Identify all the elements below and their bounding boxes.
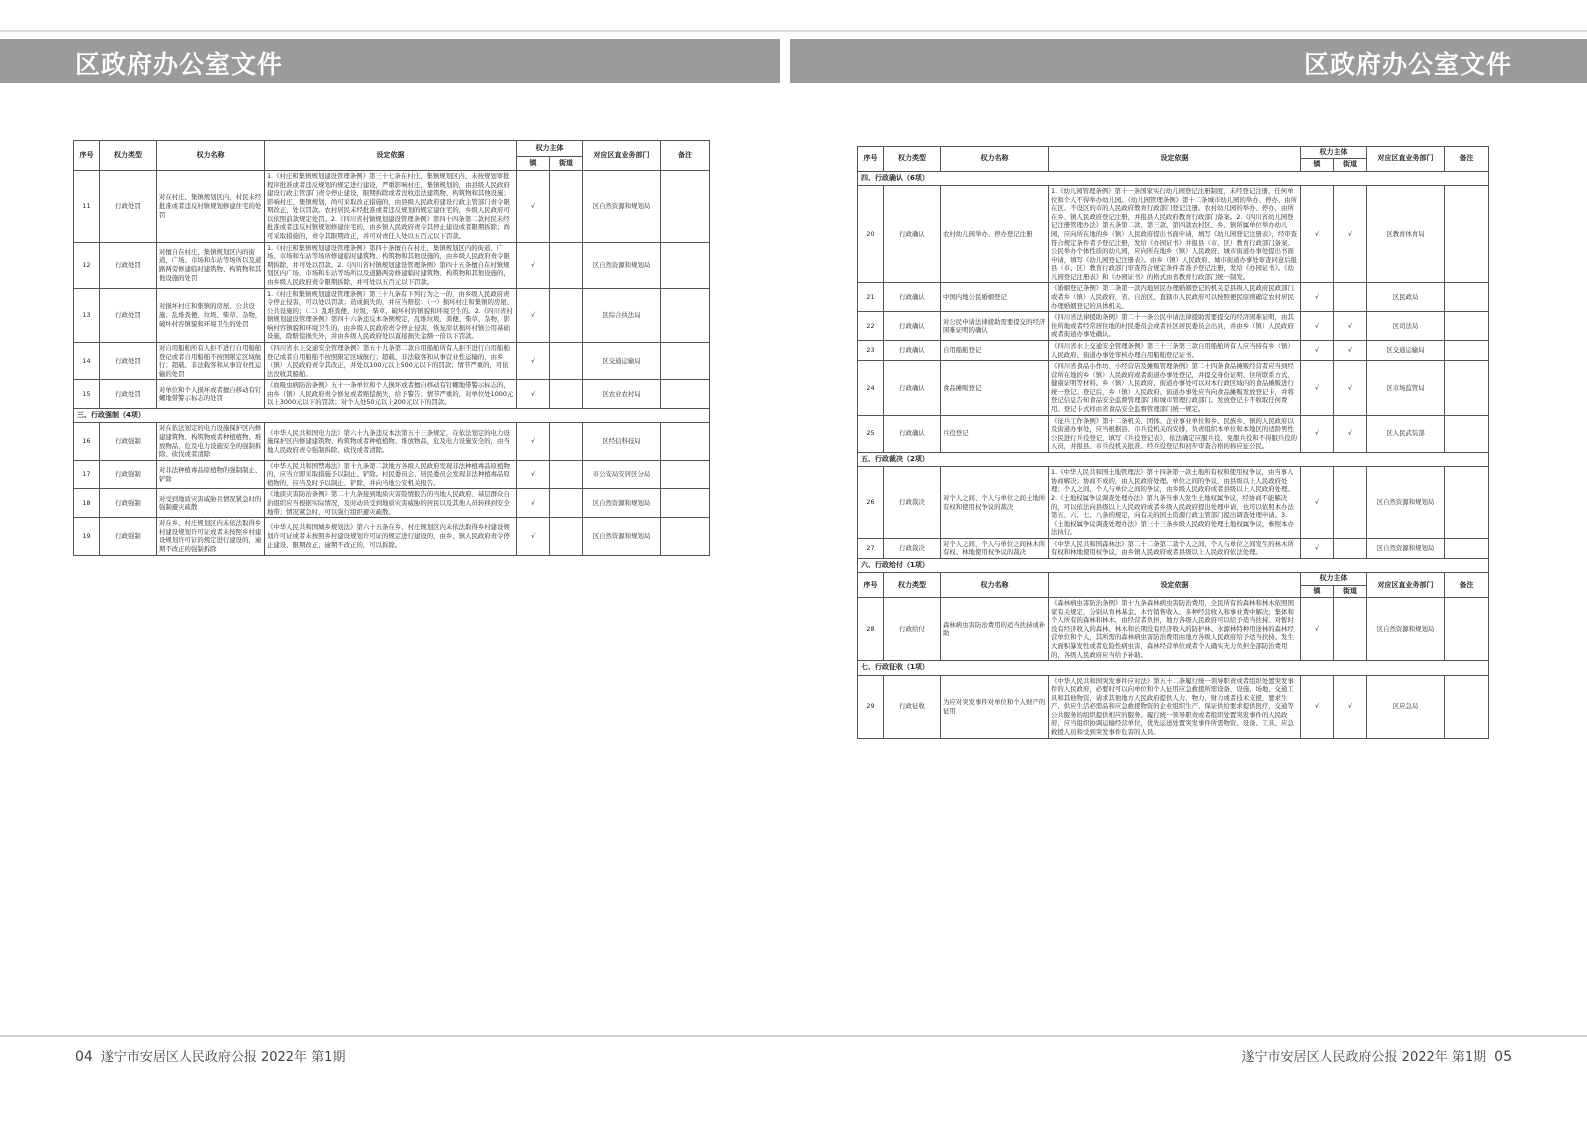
row-type: 行政确认 xyxy=(884,415,941,452)
table-row xyxy=(74,380,710,409)
row-basis: 《四川省水上交通安全管理条例》第五十九条第二款自用船舶所有人拒不进行自用船舶登记或者自用船舶不按照限定区域航行；超载、非法载客和从事营业性运输的，由乡（镇）人民政府责令其改正，并处以100元以上500元以下的罚款；情节严重的，可依法没收其船舶。 xyxy=(265,342,517,379)
row-town: √ xyxy=(517,489,550,518)
row-basis: 《婚姻登记条例》第二条第一款内地居民办理婚姻登记的机关是县级人民政府民政部门或者乡（镇）人民政府，省、自治区、直辖市人民政府可以按照便民原则确定农村居民办理婚姻登记的具体机关。 xyxy=(1049,283,1301,312)
row-power-name: 食品摊贩登记 xyxy=(941,361,1049,415)
row-street: √ xyxy=(1334,312,1367,341)
row-seq: 28 xyxy=(858,598,884,661)
row-town: √ xyxy=(1301,538,1334,558)
table-row xyxy=(74,518,710,555)
row-dept: 区自然资源和规划局 xyxy=(1367,467,1445,539)
row-remark xyxy=(1445,186,1489,283)
row-type: 行政强制 xyxy=(100,460,157,489)
section-heading: 六、行政给付（1项） xyxy=(858,559,1489,573)
left-table-body xyxy=(74,171,710,409)
row-street: √ xyxy=(1334,361,1367,415)
row-basis: 1.《村庄和集镇规划建设管理条例》第三十九条有下列行为之一的，由乡级人民政府责令停止侵害，可以处以罚款；造成损失的，并应当赔偿：（一）损坏村庄和集镇的房屋、公共设施的；（二）乱堆粪便、垃圾、柴草，破坏村容镇貌和环境卫生的。2.《四川省村镇规划建设管理条例》第四十六条违反本条例规定，乱堆垃圾、粪便、柴草、杂物，影响村容镇貌和环境卫生的，由乡级人民政府责令停止侵害，恢复原状损坏村镇公用基础设施，除赔偿损失外，并由乡级人民政府处以直接损失金额一倍以下罚款。 xyxy=(265,288,517,342)
row-power-name: 对损坏村庄和集镇的房屋、公共设施；乱堆粪便、垃圾、柴草、杂物，破坏村容镇貌和环境卫生的处罚 xyxy=(157,288,265,342)
col-remark: 备注 xyxy=(1445,147,1489,172)
right-table-body-1 xyxy=(858,186,1489,453)
row-power-name: 对在村庄、集镇规划区内，村民未经批准或者违反村镇规划修建住宅的处罚 xyxy=(157,171,265,243)
row-power-name: 农村幼儿园举办、停办登记注册 xyxy=(941,186,1049,283)
row-remark xyxy=(1445,340,1489,360)
row-seq: 22 xyxy=(858,312,884,341)
row-type: 行政确认 xyxy=(884,186,941,283)
row-street: √ xyxy=(1334,340,1367,360)
row-street xyxy=(1334,467,1367,539)
col-street: 街道 xyxy=(550,157,583,171)
row-basis: 《血吸虫病防治条例》五十一条单位和个人损坏或者擅自移动有钉螺地带警示标志的，由乡（镇）人民政府责令修复或者赔偿损失，给予警告；情节严重的，对单位处1000元以上3000元以下的罚款；对个人处50元以上200元以下的罚款。 xyxy=(265,380,517,409)
row-power-name: 对个人之间、个人与单位之间土地所有权和使用权争议的裁决 xyxy=(941,467,1049,539)
section-heading: 五、行政裁决（2项） xyxy=(858,452,1489,466)
row-power-name: 对个人之间、个人与单位之间林木所有权、林地使用权争议的裁决 xyxy=(941,538,1049,558)
row-seq: 14 xyxy=(74,342,100,379)
col-subject: 权力主体 xyxy=(1301,573,1367,585)
col-town: 镇 xyxy=(1301,585,1334,597)
row-type: 行政强制 xyxy=(100,489,157,518)
row-town: √ xyxy=(517,380,550,409)
row-street xyxy=(550,518,583,555)
row-remark xyxy=(1445,467,1489,539)
row-seq: 25 xyxy=(858,415,884,452)
row-basis: 1.《村庄和集镇规划建设管理条例》第三十七条在村庄、集镇规划区内，未按规划审批程序批准或者违反规划的规定进行建设，严重影响村庄、集镇规划的，由县级人民政府建设行政主管部门责令停止建设，限期拆除或者没收违法建筑物、构筑物和其他设施；影响村庄、集镇规划，尚可采取改正措施的，由县级人民政府建设行政主管部门责令限期改正，处以罚款。农村居民未经批准或者违反规划的规定建住宅的，乡级人民政府可以依照前款规定处罚。2.《四川省村镇规划建设管理条例》第四十四条第二款村民未经批准或者违反村镇规划修建住宅的，由乡镇人民政府责令其停止建设或者限期拆除；尚可采取措施的，责令其限期改正，并可对责任人处以五百元以下罚款。 xyxy=(265,171,517,243)
row-power-name: 对单位和个人损坏或者擅自移动有钉螺地带警示标志的处罚 xyxy=(157,380,265,409)
row-seq: 16 xyxy=(74,423,100,460)
row-power-name: 对自用船舶所有人拒不进行自用船舶登记或者自用船舶不按照限定区域航行；超载、非法载客和从事营业性运输的处罚 xyxy=(157,342,265,379)
right-page-number: 05 xyxy=(1494,1049,1512,1065)
row-basis: 《四川省水上交通安全管理条例》第三十三条第三款自用船舶所有人应当持有乡（镇）人民政府、街道办事处审核办理自用船舶登记证书。 xyxy=(1049,340,1301,360)
row-dept: 区自然资源和规划局 xyxy=(583,242,661,288)
row-type: 行政确认 xyxy=(884,361,941,415)
row-street xyxy=(1334,598,1367,661)
row-power-name: 兵役登记 xyxy=(941,415,1049,452)
row-dept: 市公安局安居区分局 xyxy=(583,460,661,489)
row-street xyxy=(550,288,583,342)
row-basis: 《四川省法律援助条例》第二十一条公民申请法律援助需要提交的经济困难证明，由其住所地或者经常居住地的村民委员会或者社区居民委员会出具，并由乡（镇）人民政府或者街道办事处确认。 xyxy=(1049,312,1301,341)
table-row xyxy=(858,361,1489,415)
row-power-name: 对非法种植毒品原植物的强制制止、铲除 xyxy=(157,460,265,489)
row-seq: 24 xyxy=(858,361,884,415)
row-type: 行政处罚 xyxy=(100,171,157,243)
row-remark xyxy=(1445,283,1489,312)
table-row xyxy=(74,342,710,379)
row-basis: 1.《中华人民共和国土地管理法》第十四条第一款土地所有权和使用权争议，由当事人协商解决；协商不成的，由人民政府处理。单位之间的争议，由县级以上人民政府处理；个人之间、个人与单位之间的争议，由乡级人民政府或者县级以上人民政府处理。2.《土地权属争议调查处理办法》第九条当事人发生土地权属争议，经协商不能解决的，可以依法向县级以上人民政府或者乡级人民政府提出处理申请，也可以依照本办法第五、六、七、八条的规定，向有关的国土资源行政主管部门提出调查处理申请。3.《土地权属争议调查处理办法》第三十三条乡级人民政府处理土地权属争议，参照本办法执行。 xyxy=(1049,467,1301,539)
row-power-name: 对在乡、村庄规划区内未依法取得乡村建设规划许可证或者未按照乡村建设规划许可证的规定进行建设的，逾期不改正的强制拆除 xyxy=(157,518,265,555)
row-town: √ xyxy=(517,171,550,243)
row-basis: 《森林病虫害防治条例》第十九条森林病虫害防治费用，全民所有的森林和林木依照国家有关规定，分别从育林基金、木竹销售收入、多种经营收入和事业费中解决；集体和个人所有的森林和林木，由经营者负担，地方各级人民政府可以给予适当扶持。对暂时没有经济收入的森林、林木和长期没有经济收入的防护林、水源林特种用途林的森林经营单位和个人，其所需的森林病虫害防治费用由地方各级人民政府给予适当扶持。发生大面积暴发性或者危险性病虫害，森林经营单位或者个人确实无力负担全部防治费用的，各级人民政府应当给予补助。 xyxy=(1049,598,1301,661)
row-street xyxy=(550,489,583,518)
left-footer xyxy=(75,1046,345,1065)
table-row xyxy=(858,312,1489,341)
row-dept: 区综合执法局 xyxy=(583,288,661,342)
row-dept: 区司法局 xyxy=(1367,312,1445,341)
table-row xyxy=(858,340,1489,360)
col-street: 街道 xyxy=(1334,585,1367,597)
row-power-name: 对公民申请法律援助需要提交的经济困难证明的确认 xyxy=(941,312,1049,341)
row-seq: 18 xyxy=(74,489,100,518)
row-town: √ xyxy=(1301,361,1334,415)
col-town: 镇 xyxy=(517,157,550,171)
right-table-body-3 xyxy=(858,598,1489,661)
row-basis: 《中华人民共和国电力法》第六十九条违反本法第五十三条规定，在依法划定的电力设施保护区内修建建筑物、构筑物或者种植植物、堆放物品，危及电力设施安全的，由当地人民政府责令强制拆除、砍伐或者清除。 xyxy=(265,423,517,460)
table-row xyxy=(858,675,1489,738)
row-town: √ xyxy=(1301,186,1334,283)
row-town: √ xyxy=(517,460,550,489)
col-basis: 设定依据 xyxy=(1049,147,1301,172)
row-power-name: 对受到地质灾害威胁且情况紧急时的强制避灾疏散 xyxy=(157,489,265,518)
table-row xyxy=(74,460,710,489)
row-town: √ xyxy=(1301,675,1334,738)
row-town: √ xyxy=(1301,340,1334,360)
row-remark xyxy=(1445,361,1489,415)
row-dept: 区交通运输局 xyxy=(1367,340,1445,360)
row-dept: 区交通运输局 xyxy=(583,342,661,379)
table-row xyxy=(858,186,1489,283)
row-type: 行政强制 xyxy=(100,518,157,555)
row-town: √ xyxy=(517,518,550,555)
row-basis: 《中华人民共和国突发事件应对法》第五十二条履行统一领导职责或者组织处置突发事件的人民政府，必要时可以向单位和个人征用应急救援所需设备、设施、场地、交通工具和其他物资，请求其他地方人民政府提供人力、物力、财力或者技术支援，要求生产、供应生活必需品和应急救援物资的企业组织生产、保证供给要求提供医疗、交通等公共服务的组织提供相应的服务。履行统一领导职责或者组织处置突发事件的人民政府，应当组织协调运输经营单位，优先运送处置突发事件所需物资、设备、工具、应急救援人员和受到突发事件危害的人员。 xyxy=(1049,675,1301,738)
row-remark xyxy=(661,342,710,379)
row-remark xyxy=(1445,312,1489,341)
col-basis: 设定依据 xyxy=(265,141,517,171)
row-basis: 《征兵工作条例》第十二条机关、团体、企业事业单位和乡、民族乡、镇的人民政府以及街道办事处，应当根据县、市兵役机关的安排，负责组织本单位和本地区的适龄男性公民进行兵役登记，填写《兵役登记表》，依法确定应服兵役、免服兵役和不得服兵役的人员，并报县、市兵役机关批准。经兵役登记和初步审查合格的称应征公民。 xyxy=(1049,415,1301,452)
row-dept: 区市场监管局 xyxy=(1367,361,1445,415)
row-type: 行政确认 xyxy=(884,312,941,341)
row-power-name: 对擅自在村庄、集镇规划区内的街道、广场、市场和车站等场所以及道路两旁修建临时建筑物、构筑物和其他设施的处罚 xyxy=(157,242,265,288)
col-basis: 设定依据 xyxy=(1049,573,1301,598)
row-type: 行政征收 xyxy=(884,675,941,738)
row-street xyxy=(550,342,583,379)
section-heading: 七、行政征收（1项） xyxy=(858,661,1489,675)
row-basis: 《四川省食品小作坊、小经营店及摊贩管理条例》第二十四条食品摊贩经营者应当到经营所在地的乡（镇）人民政府或者街道办事处登记，并提交身份证明、住所联系方式、健康证明等材料。乡（镇）人民政府、街道办事处可以对本行政区域内的食品摊贩进行统一登记。登记后，乡（镇）人民政府、街道办事处应当向食品摊贩发放登记卡，并将登记信息告知食品安全监督管理部门和城市管理行政部门。发放登记卡不收取任何费用。登记卡式样由省食品安全监督管理部门统一规定。 xyxy=(1049,361,1301,415)
row-seq: 29 xyxy=(858,675,884,738)
row-seq: 19 xyxy=(74,518,100,555)
row-town: √ xyxy=(1301,312,1334,341)
col-seq: 序号 xyxy=(74,141,100,171)
row-remark xyxy=(661,171,710,243)
col-type: 权力类型 xyxy=(884,573,941,598)
row-seq: 23 xyxy=(858,340,884,360)
row-dept: 区人民武装部 xyxy=(1367,415,1445,452)
row-town: √ xyxy=(517,423,550,460)
left-table-body-2 xyxy=(74,423,710,555)
right-footer xyxy=(1242,1046,1512,1065)
row-seq: 21 xyxy=(858,283,884,312)
col-subject: 权力主体 xyxy=(517,141,583,157)
right-table-body-2 xyxy=(858,467,1489,559)
row-dept: 区自然资源和规划局 xyxy=(1367,598,1445,661)
row-type: 行政裁决 xyxy=(884,538,941,558)
table-row xyxy=(858,538,1489,558)
row-seq: 11 xyxy=(74,171,100,243)
row-town: √ xyxy=(1301,467,1334,539)
col-remark: 备注 xyxy=(661,141,710,171)
row-power-name: 自用船舶登记 xyxy=(941,340,1049,360)
col-dept: 对应区直业务部门 xyxy=(1367,573,1445,598)
col-name: 权力名称 xyxy=(941,573,1049,598)
left-page-table xyxy=(73,140,709,556)
left-banner-title: 区政府办公室文件 xyxy=(75,50,284,79)
row-seq: 13 xyxy=(74,288,100,342)
row-seq: 17 xyxy=(74,460,100,489)
row-dept: 区自然资源和规划局 xyxy=(1367,538,1445,558)
col-seq: 序号 xyxy=(858,573,884,598)
row-basis: 1.《幼儿园管理条例》第十一条国家实行幼儿园登记注册制度，未经登记注册，任何单位和个人不得举办幼儿园。《幼儿园管理条例》第十二条城市幼儿园的举办、停办、由所在区、不设区的市的人民政府教育行政部门登记注册。农村幼儿园的举办、停办，由所在乡、镇人民政府登记注册，并报县人民政府教育行政部门备案。2.《四川省幼儿园登记注册管理办法》第五条第二款、第三款、第四款农村区、乡、镇所属单位举办幼儿园，应向所在地的乡（镇）人民政府提出书面申请，填写《幼儿园登记注册表》，经审查符合规定条件者予登记注册，发给《办园证书》并报县（市、区）教育行政部门备案。公民举办个体性质的幼儿园，应向所在地乡（镇）人民政府、城市街道办事处提出书面申请，填写《幼儿园登记注册表》。由乡（镇）人民政府、城市街道办事处审查同意后报县（市、区）教育行政部门审查符合规定条件者准予登记注册，发给《办园证书》。《幼儿园登记注册表》和《办园证书》的格式由省教育行政部门统一制发。 xyxy=(1049,186,1301,283)
row-type: 行政裁决 xyxy=(884,467,941,539)
row-dept: 区自然资源和规划局 xyxy=(583,518,661,555)
top-rule xyxy=(0,30,1587,32)
row-remark xyxy=(661,423,710,460)
row-town: √ xyxy=(517,288,550,342)
row-street xyxy=(1334,538,1367,558)
table-row xyxy=(858,467,1489,539)
col-type: 权力类型 xyxy=(100,141,157,171)
row-type: 行政处罚 xyxy=(100,288,157,342)
row-dept: 区自然资源和规划局 xyxy=(583,489,661,518)
row-power-name: 对在依法划定的电力设施保护区内修建建筑物、构筑物或者种植植物、堆放物品，危及电力设施安全的强制拆除、砍伐或者清除 xyxy=(157,423,265,460)
table-row xyxy=(74,242,710,288)
row-type: 行政处罚 xyxy=(100,242,157,288)
row-basis: 1.《村庄和集镇规划建设管理条例》第四十条擅自在村庄、集镇规划区内的街道、广场、市场和车站等场所修建临时建筑物、构筑物和其他设施的，由乡级人民政府责令限期拆除，并可处以罚款。2.《四川省村镇规划建设管理条例》第四十五条擅自在村镇规划区内广场、市场和车站等场所以及道路两旁修建临时建筑物、构筑物和其他设施的，由乡级人民政府责令限期拆除，并可处以五百元以下罚款。 xyxy=(265,242,517,288)
row-dept: 区民政局 xyxy=(1367,283,1445,312)
row-seq: 20 xyxy=(858,186,884,283)
table-row xyxy=(74,171,710,243)
row-type: 行政强制 xyxy=(100,423,157,460)
row-dept: 区应急局 xyxy=(1367,675,1445,738)
right-banner-title: 区政府办公室文件 xyxy=(1303,50,1512,79)
col-seq: 序号 xyxy=(858,147,884,172)
row-town: √ xyxy=(517,242,550,288)
row-dept: 区经信科技局 xyxy=(583,423,661,460)
col-town: 镇 xyxy=(1301,159,1334,171)
row-street xyxy=(550,380,583,409)
row-street xyxy=(550,242,583,288)
row-street xyxy=(1334,283,1367,312)
col-street: 街道 xyxy=(1334,159,1367,171)
row-town: √ xyxy=(1301,415,1334,452)
row-street: √ xyxy=(1334,675,1367,738)
left-page-number: 04 xyxy=(75,1049,93,1065)
table-row xyxy=(858,283,1489,312)
row-dept: 区农业农村局 xyxy=(583,380,661,409)
col-subject: 权力主体 xyxy=(1301,147,1367,159)
row-seq: 15 xyxy=(74,380,100,409)
col-remark: 备注 xyxy=(1445,573,1489,598)
row-remark xyxy=(661,518,710,555)
row-remark xyxy=(661,380,710,409)
right-page-table xyxy=(857,146,1488,739)
row-type: 行政确认 xyxy=(884,283,941,312)
row-street xyxy=(550,423,583,460)
row-type: 行政处罚 xyxy=(100,380,157,409)
col-name: 权力名称 xyxy=(941,147,1049,172)
row-type: 行政处罚 xyxy=(100,342,157,379)
section-heading: 三、行政强制（4项） xyxy=(74,409,710,423)
right-table-body-4 xyxy=(858,675,1489,738)
col-dept: 对应区直业务部门 xyxy=(1367,147,1445,172)
row-street: √ xyxy=(1334,415,1367,452)
table-row xyxy=(858,415,1489,452)
row-seq: 27 xyxy=(858,538,884,558)
row-street: √ xyxy=(1334,186,1367,283)
row-seq: 26 xyxy=(858,467,884,539)
row-type: 行政给付 xyxy=(884,598,941,661)
table-row xyxy=(858,598,1489,661)
row-town: √ xyxy=(1301,283,1334,312)
row-town: √ xyxy=(1301,598,1334,661)
row-type: 行政确认 xyxy=(884,340,941,360)
table-row xyxy=(74,288,710,342)
row-seq: 12 xyxy=(74,242,100,288)
row-dept: 区自然资源和规划局 xyxy=(583,171,661,243)
right-footer-text: 遂宁市安居区人民政府公报 2022年 第1期 xyxy=(1241,1050,1487,1065)
row-remark xyxy=(661,460,710,489)
row-power-name: 为应对突发事件对单位和个人财产的征用 xyxy=(941,675,1049,738)
table-row xyxy=(74,489,710,518)
row-basis: 《中华人民共和国禁毒法》第十九条第二款地方各级人民政府发现非法种植毒品原植物的，应当立即采取措施予以制止、铲除。村民委员会、居民委员会发现非法种植毒品原植物的，应当及时予以制止、铲除，并向当地公安机关报告。 xyxy=(265,460,517,489)
section-heading: 四、行政确认（6项） xyxy=(858,171,1489,185)
col-name: 权力名称 xyxy=(157,141,265,171)
left-footer-text: 遂宁市安居区人民政府公报 2022年 第1期 xyxy=(100,1050,346,1065)
row-town: √ xyxy=(517,342,550,379)
row-basis: 《中华人民共和国森林法》第二十二条第二款个人之间、个人与单位之间发生的林木所有权和林地使用权争议，由乡镇人民政府或者县级以上人民政府依法处理。 xyxy=(1049,538,1301,558)
row-remark xyxy=(1445,538,1489,558)
table-row xyxy=(74,423,710,460)
row-remark xyxy=(1445,598,1489,661)
row-basis: 《中华人民共和国城乡规划法》第六十五条在乡、村庄规划区内未依法取得乡村建设规划许可证或者未按照乡村建设规划许可证的规定进行建设的，由乡、镇人民政府责令停止建设、限期改正；逾期不改正的，可以拆除。 xyxy=(265,518,517,555)
row-street xyxy=(550,171,583,243)
col-type: 权力类型 xyxy=(884,147,941,172)
row-remark xyxy=(1445,675,1489,738)
row-remark xyxy=(1445,415,1489,452)
row-street xyxy=(550,460,583,489)
col-dept: 对应区直业务部门 xyxy=(583,141,661,171)
row-remark xyxy=(661,288,710,342)
footer-rule xyxy=(0,1035,1587,1037)
row-power-name: 中国内地公民婚姻登记 xyxy=(941,283,1049,312)
row-remark xyxy=(661,242,710,288)
row-basis: 《地质灾害防治条例》第二十九条接到地质灾害险情报告的当地人民政府、基层群众自治组织应当根据实际情况，及时动员受到地质灾害威胁的居民以及其他人员转移到安全地带；情况紧急时，可以强行组织避灾疏散。 xyxy=(265,489,517,518)
row-power-name: 森林病虫害防治费用的适当扶持或补助 xyxy=(941,598,1049,661)
row-dept: 区教育体育局 xyxy=(1367,186,1445,283)
row-remark xyxy=(661,489,710,518)
